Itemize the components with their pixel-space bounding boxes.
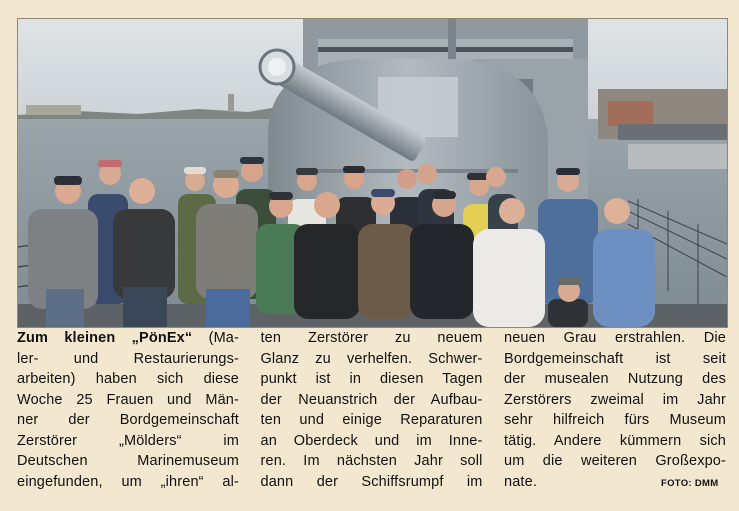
photo-illustration	[18, 19, 727, 327]
caption-line: der musealen Nutzung des	[504, 371, 726, 387]
caption-line: punkt ist in diesen Tagen	[260, 371, 483, 387]
caption-line: eingefunden, um „ihren“ al-	[17, 473, 239, 490]
photo-credit: FOTO: DMM	[661, 477, 719, 489]
caption-line: arbeiten) haben sich diese	[17, 371, 239, 387]
caption-line: ten und einige Reparaturen	[260, 412, 483, 428]
caption-line: Deutschen Marinemuseum	[17, 453, 239, 469]
caption-line: an Oberdeck und im Inne-	[260, 432, 483, 449]
caption-line: Glanz zu verhelfen. Schwer-	[260, 350, 483, 367]
caption-line: nate. FOTO: DMM	[504, 473, 719, 490]
caption-line: ren. Im nächsten Jahr soll	[260, 453, 483, 469]
caption-lead: Zum kleinen „PönEx“	[17, 330, 193, 346]
caption-column-3	[504, 328, 726, 498]
group-photo	[17, 18, 728, 328]
caption-line: ten Zerstörer zu neuem	[260, 330, 483, 346]
caption-line: ler- und Restaurierungs-	[17, 350, 239, 367]
caption-line: neuen Grau erstrahlen. Die	[504, 330, 726, 346]
caption-line: dann der Schiffsrumpf im	[260, 473, 483, 490]
caption-line: der Neuanstrich der Aufbau-	[260, 391, 483, 408]
caption-line: Woche 25 Frauen und Män-	[17, 391, 239, 408]
caption-line: Zerstörers zweimal im Jahr	[504, 391, 726, 408]
caption-line: Zerstörer „Mölders“ im	[17, 432, 239, 449]
caption-line: Bordgemeinschaft ist seit	[504, 350, 726, 367]
caption-line: sehr hilfreich fürs Museum	[504, 412, 726, 428]
photo-caption	[17, 328, 726, 498]
caption-line: ner der Bordgemeinschaft	[17, 412, 239, 428]
caption-column-1	[17, 328, 239, 498]
caption-line: um die weiteren Großexpo-	[504, 453, 726, 469]
caption-column-2	[261, 328, 483, 498]
caption-line: Zum kleinen „PönEx“ (Ma-	[17, 330, 239, 346]
caption-line: tätig. Andere kümmern sich	[504, 432, 726, 449]
